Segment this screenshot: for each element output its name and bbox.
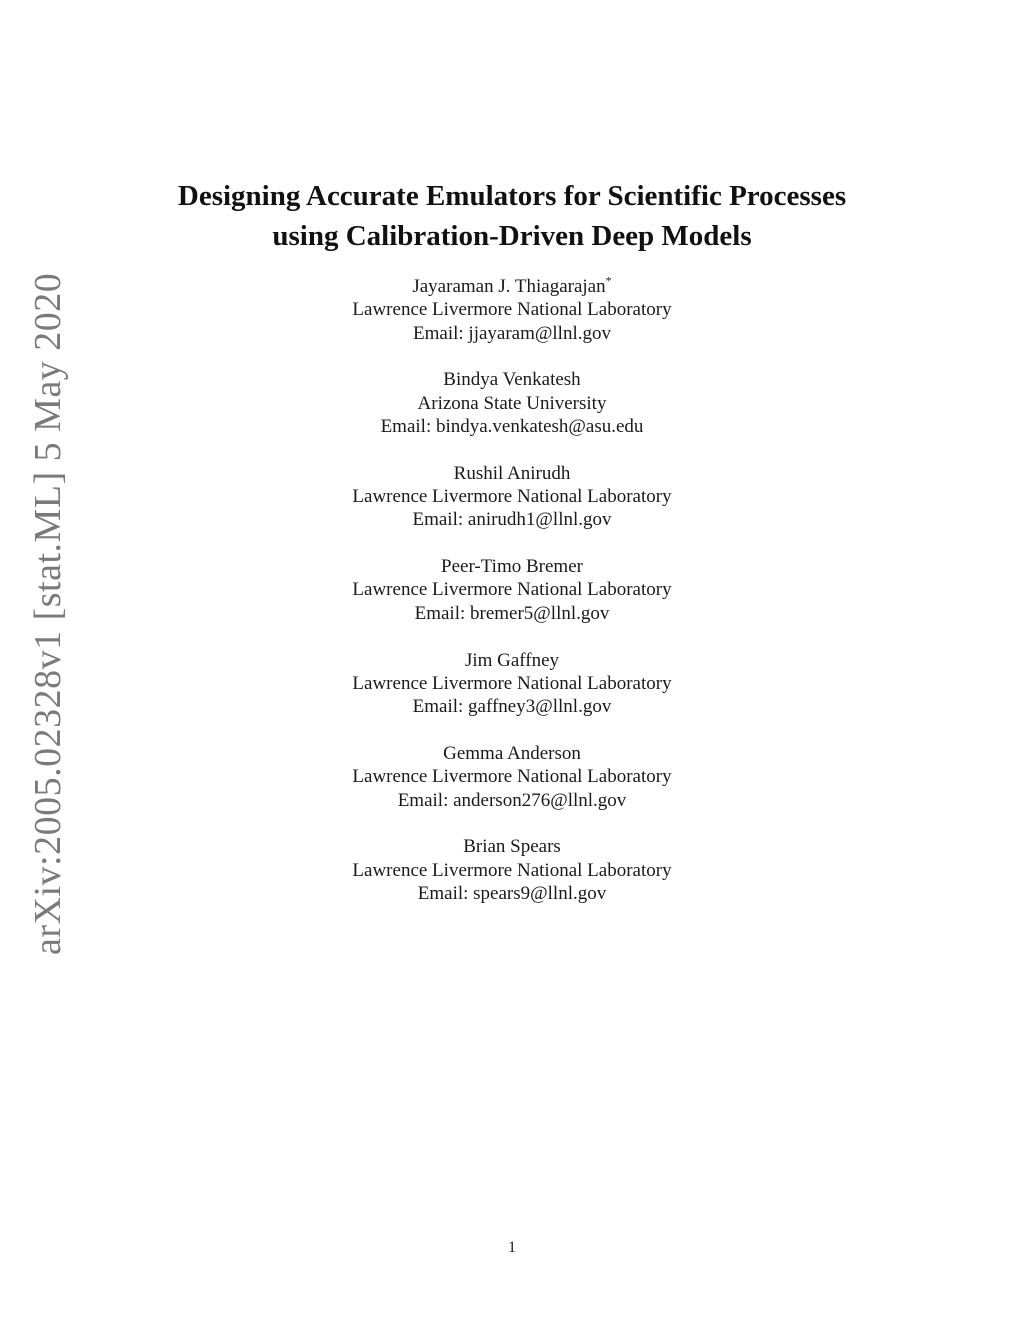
page-number: 1	[508, 1239, 516, 1256]
author-block	[0, 835, 1024, 905]
author-email: Email: gaffney3@llnl.gov	[412, 696, 612, 718]
author-name: Brian Spears	[463, 836, 561, 858]
author-name: Rushil Anirudh	[453, 462, 571, 484]
author-affiliation: Lawrence Livermore National Laboratory	[352, 299, 672, 321]
author-affiliation: Lawrence Livermore National Laboratory	[352, 486, 672, 508]
arxiv-identifier-stamp: arXiv:2005.02328v1 [stat.ML] 5 May 2020	[27, 272, 69, 955]
author-block	[0, 555, 1024, 625]
author-block	[0, 742, 1024, 812]
author-affiliation: Lawrence Livermore National Laboratory	[352, 859, 672, 881]
title-line-1: Designing Accurate Emulators for Scientific Processes	[177, 180, 847, 212]
author-email: Email: anirudh1@llnl.gov	[412, 509, 612, 531]
author-affiliation: Lawrence Livermore National Laboratory	[352, 672, 672, 694]
author-name: Jim Gaffney	[464, 649, 560, 671]
author-affiliation: Lawrence Livermore National Laboratory	[352, 766, 672, 788]
author-email: Email: bindya.venkatesh@asu.edu	[380, 415, 644, 437]
author-affiliation: Arizona State University	[417, 392, 607, 414]
author-list	[0, 275, 1024, 929]
corresponding-author-mark: *	[605, 273, 612, 288]
author-name: Gemma Anderson	[443, 742, 581, 764]
author-block	[0, 368, 1024, 438]
author-email: Email: spears9@llnl.gov	[417, 882, 607, 904]
author-name: Bindya Venkatesh	[443, 369, 581, 391]
author-email: Email: anderson276@llnl.gov	[397, 789, 627, 811]
author-name: Jayaraman J. Thiagarajan	[412, 276, 606, 297]
author-email: Email: bremer5@llnl.gov	[414, 602, 610, 624]
author-block	[0, 275, 1024, 345]
paper-title	[0, 176, 1024, 256]
author-block	[0, 462, 1024, 532]
author-name: Peer-Timo Bremer	[441, 556, 583, 578]
author-affiliation: Lawrence Livermore National Laboratory	[352, 579, 672, 601]
author-block	[0, 649, 1024, 719]
author-email: Email: jjayaram@llnl.gov	[413, 322, 611, 344]
title-line-2: using Calibration-Driven Deep Models	[272, 220, 752, 252]
